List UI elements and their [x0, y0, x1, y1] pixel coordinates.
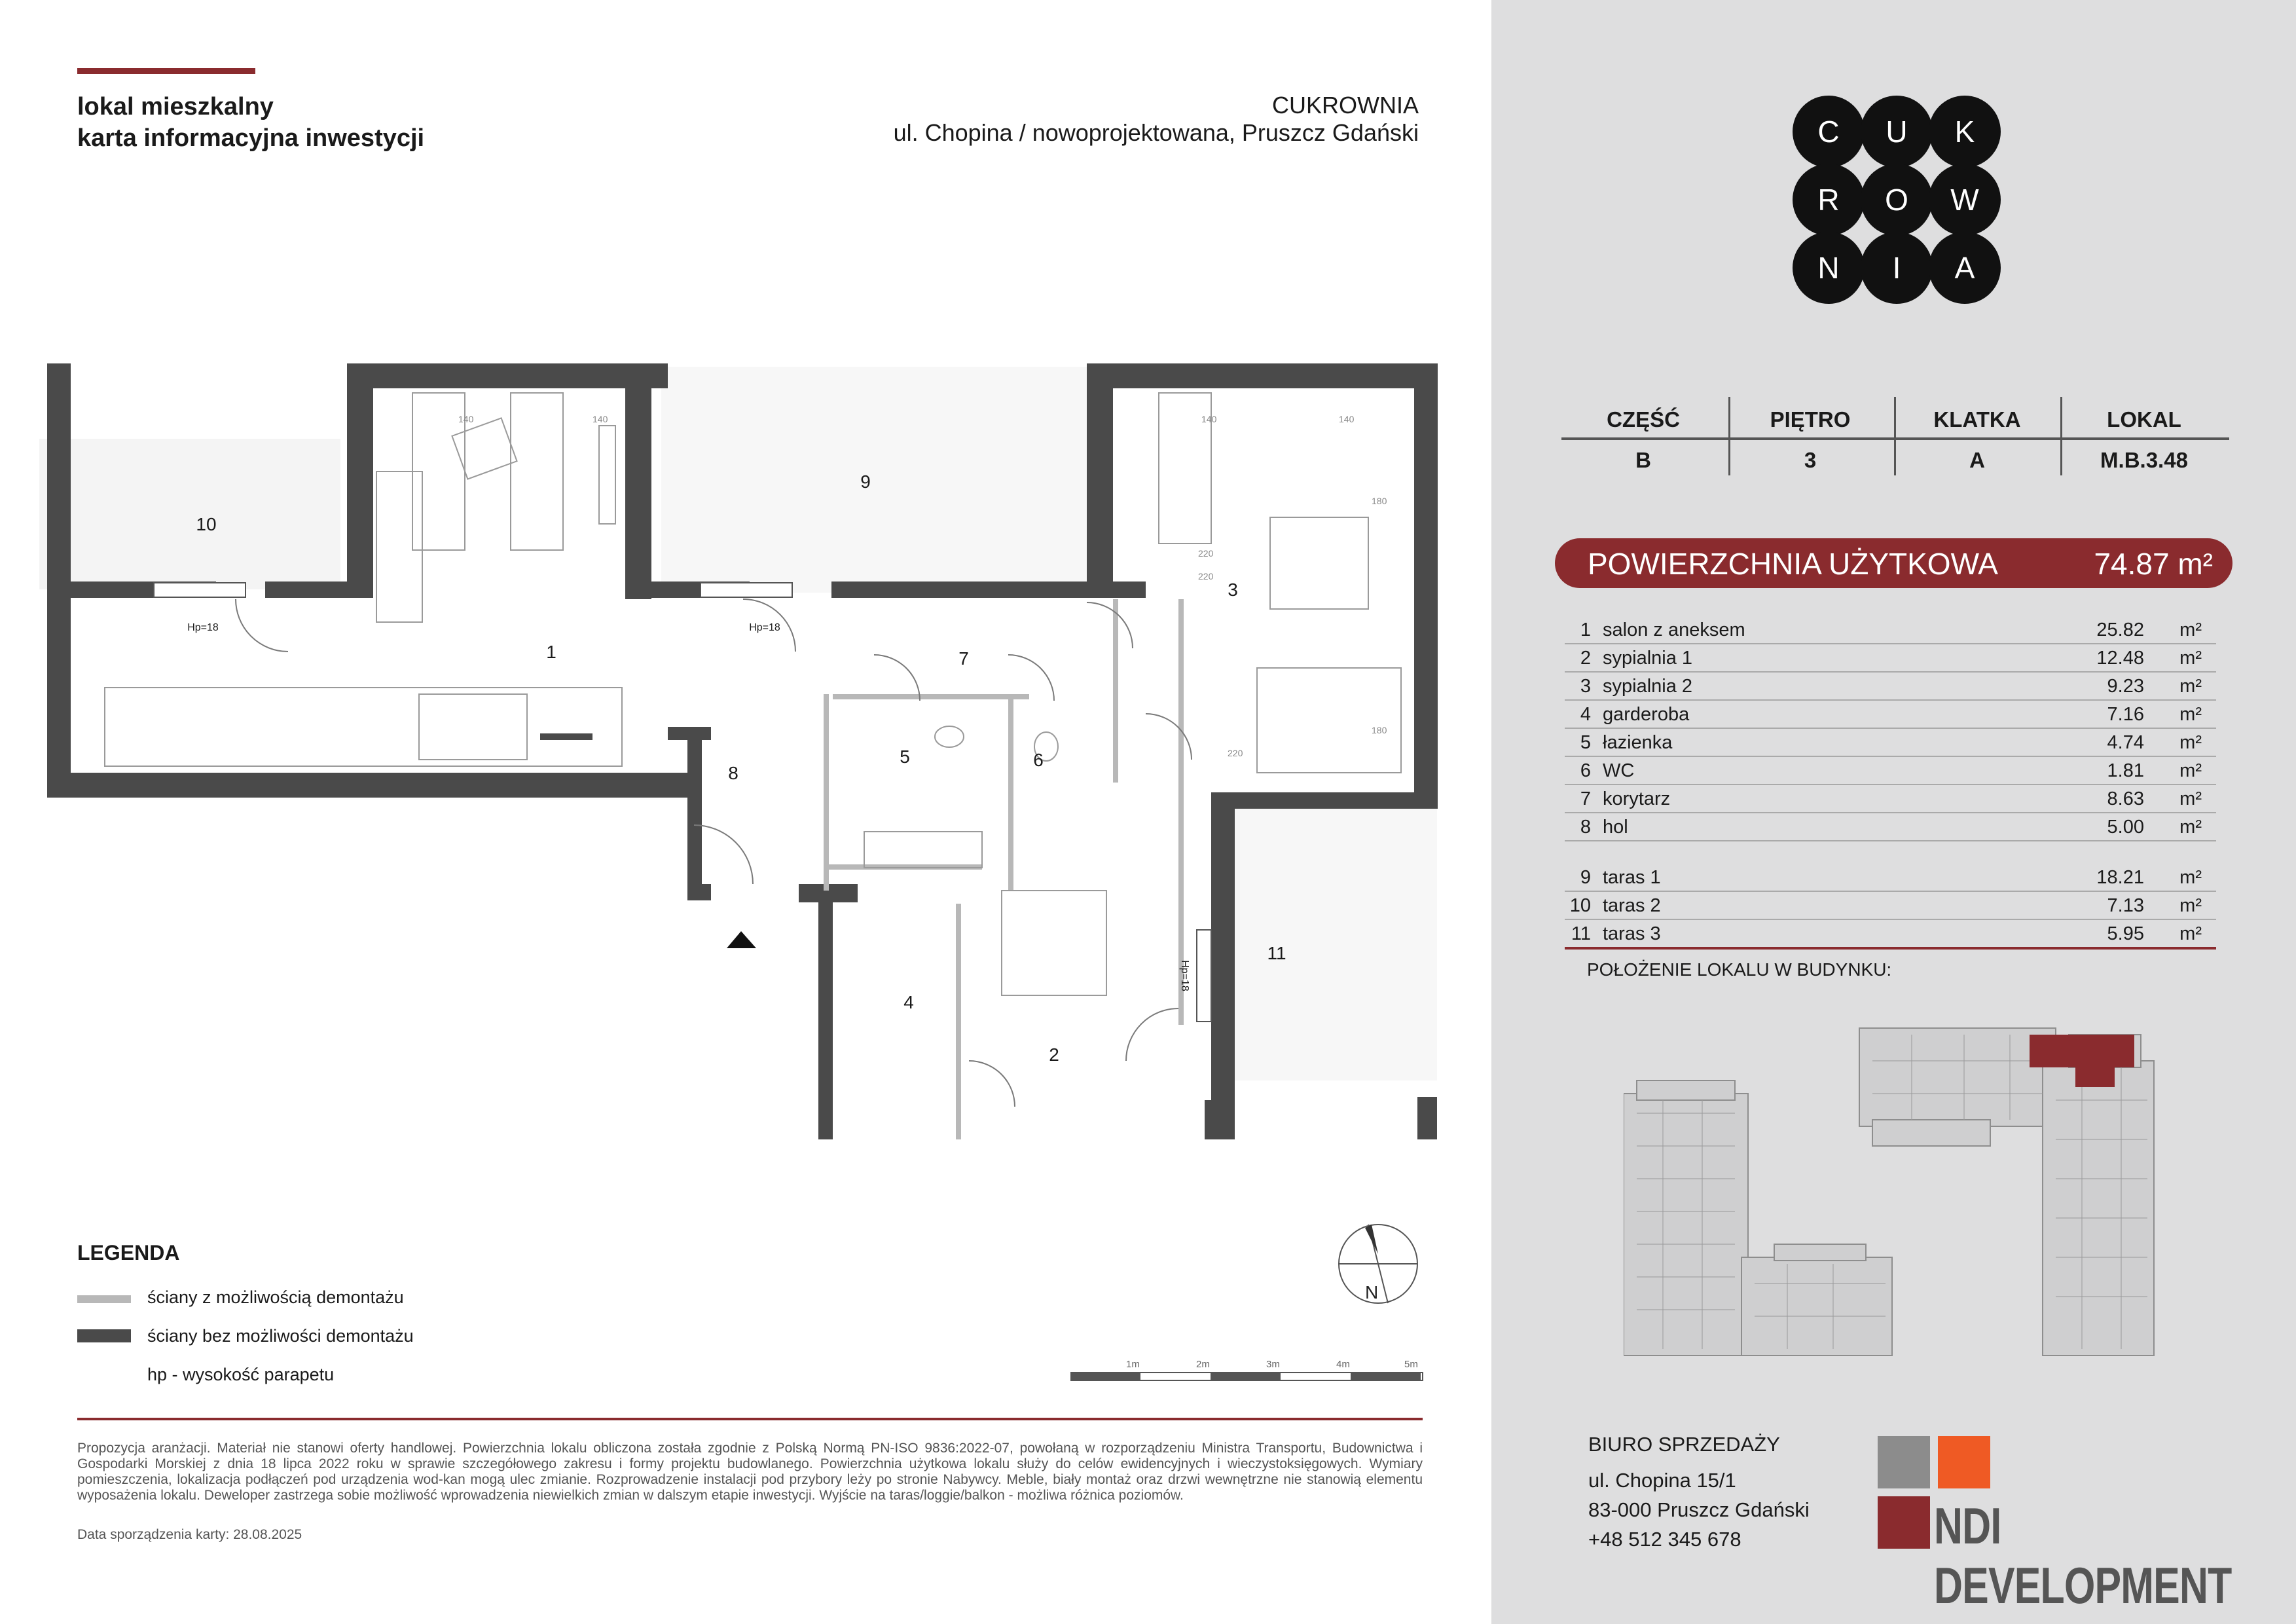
room-row-area: 7.16 [2107, 704, 2144, 725]
logo-letter: I [1861, 232, 1933, 304]
room-row-number: 7 [1580, 788, 1591, 809]
legend-label-removable-walls: ściany z możliwością demontażu [147, 1287, 404, 1307]
parapet-label-bedroom: Hp=18 [1179, 960, 1190, 991]
unit-table-header-part: CZĘŚĆ [1607, 407, 1680, 432]
windows [154, 583, 1211, 1022]
developer-name: NDI DEVELOPMENT [1934, 1497, 2232, 1614]
unit-table-header-floor: PIĘTRO [1770, 407, 1851, 432]
room-number-9: 9 [860, 471, 871, 492]
terrace-row-number: 11 [1571, 923, 1591, 944]
room-row-name: sypialnia 2 [1603, 676, 1693, 697]
room-row-name: WC [1603, 760, 1635, 781]
terrace-row-unit: m² [2179, 895, 2202, 916]
room-row-area: 5.00 [2107, 817, 2144, 838]
terrace-row-area: 18.21 [2096, 867, 2144, 888]
room-number-3: 3 [1228, 580, 1238, 600]
logo-letter: A [1929, 232, 2001, 304]
terrace-9-area [661, 367, 1087, 593]
terrace-row-area: 7.13 [2107, 895, 2144, 916]
dimension-label: 180 [1372, 725, 1387, 735]
scale-tick-label: 2m [1196, 1359, 1210, 1370]
logo-letter: R [1793, 164, 1865, 236]
room-row [1565, 784, 2216, 813]
room-row-unit: m² [2179, 648, 2202, 669]
compass [1332, 1215, 1424, 1320]
room-row [1565, 616, 2216, 644]
dimension-label: 220 [1228, 748, 1243, 758]
room-row [1565, 672, 2216, 701]
unit-table [1561, 397, 2229, 472]
room-number-8: 8 [728, 763, 738, 783]
terrace-row-name: taras 3 [1603, 923, 1661, 944]
room-row-unit: m² [2179, 619, 2202, 640]
room-number-4: 4 [903, 992, 914, 1012]
card-date: Data sporządzenia karty: 28.08.2025 [77, 1527, 302, 1542]
terrace-row [1565, 863, 2216, 892]
legend-swatch-fixed-walls [77, 1329, 131, 1342]
sales-office-title: BIURO SPRZEDAŻY [1588, 1433, 1780, 1456]
room-number-5: 5 [900, 747, 910, 767]
disclaimer-divider [77, 1418, 1423, 1420]
logo-letter: O [1861, 164, 1933, 236]
room-number-10: 10 [196, 514, 217, 534]
terrace-row-name: taras 2 [1603, 895, 1661, 916]
room-row-area: 12.48 [2096, 648, 2144, 669]
partition-walls [824, 599, 1184, 1139]
usable-area-value: 74.87 m² [2094, 547, 2213, 581]
unit-table-value-staircase: A [1969, 448, 1985, 472]
entrance-marker [727, 931, 756, 948]
room-row-number: 1 [1580, 619, 1591, 640]
room-row-name: sypialnia 1 [1603, 648, 1693, 669]
room-number-2: 2 [1049, 1044, 1059, 1065]
terrace-row [1565, 919, 2216, 950]
dimension-label: 180 [1372, 496, 1387, 506]
terrace-row-area: 5.95 [2107, 923, 2144, 944]
dimension-label: 140 [458, 414, 474, 424]
scale-bar [1070, 1360, 1421, 1386]
room-row-area: 4.74 [2107, 732, 2144, 753]
terrace-row [1565, 891, 2216, 920]
parapet-label-corridor: Hp=18 [749, 622, 780, 633]
dimension-label: 220 [1198, 571, 1214, 581]
room-row-number: 2 [1580, 648, 1591, 669]
room-row-unit: m² [2179, 704, 2202, 725]
unit-table-value-floor: 3 [1804, 448, 1817, 472]
room-row-number: 8 [1580, 817, 1591, 838]
legend-label-fixed-walls: ściany bez możliwości demontażu [147, 1326, 414, 1346]
logo-letter: C [1793, 96, 1865, 168]
terrace-10-area [39, 439, 340, 589]
room-number-11: 11 [1267, 943, 1286, 963]
room-number-7: 7 [958, 648, 969, 669]
room-row [1565, 728, 2216, 757]
room-row-number: 5 [1580, 732, 1591, 753]
unit-table-value-part: B [1635, 448, 1651, 472]
room-row-area: 8.63 [2107, 788, 2144, 809]
room-row-number: 6 [1580, 760, 1591, 781]
room-row-number: 3 [1580, 676, 1591, 697]
room-row-unit: m² [2179, 732, 2202, 753]
room-row-unit: m² [2179, 760, 2202, 781]
unit-table-header-unit: LOKAL [2107, 407, 2181, 432]
room-row-unit: m² [2179, 788, 2202, 809]
legend-title: LEGENDA [77, 1241, 180, 1264]
room-row [1565, 756, 2216, 785]
logo-square-orange [1938, 1436, 1990, 1488]
header-accent-bar [77, 68, 255, 74]
document-subtitle: karta informacyjna inwestycji [77, 124, 425, 152]
sales-office-street: ul. Chopina 15/1 [1588, 1469, 1736, 1492]
logo-square-grey [1878, 1436, 1930, 1488]
building-location-map [1624, 1022, 2174, 1362]
usable-area-label: POWIERZCHNIA UŻYTKOWA [1588, 547, 1998, 581]
unit-table-value-unit: M.B.3.48 [2100, 448, 2188, 472]
room-row [1565, 644, 2216, 673]
room-row-number: 4 [1580, 704, 1591, 725]
terrace-row-number: 9 [1580, 867, 1591, 888]
terrace-row-unit: m² [2179, 867, 2202, 888]
door-swings [236, 599, 1192, 1107]
terrace-row-unit: m² [2179, 923, 2202, 944]
legend-swatch-removable-walls [77, 1295, 131, 1303]
scale-tick-label: 4m [1336, 1359, 1350, 1370]
logo-square-red [1878, 1496, 1930, 1549]
logo-letter: U [1861, 96, 1933, 168]
dimension-label: 140 [592, 414, 608, 424]
scale-tick-label: 1m [1126, 1359, 1140, 1370]
scale-tick-label: 5m [1404, 1359, 1418, 1370]
location-title: POŁOŻENIE LOKALU W BUDYNKU: [1587, 959, 1892, 980]
room-row-area: 9.23 [2107, 676, 2144, 697]
dimension-label: 220 [1198, 548, 1214, 559]
investment-name: CUKROWNIA [1272, 92, 1419, 119]
terrace-row-name: taras 1 [1603, 867, 1661, 888]
dimension-label: 140 [1201, 414, 1217, 424]
room-row-name: korytarz [1603, 788, 1671, 809]
room-row-name: hol [1603, 817, 1628, 838]
room-row-unit: m² [2179, 817, 2202, 838]
unit-table-header-staircase: KLATKA [1933, 407, 2021, 432]
room-row-unit: m² [2179, 676, 2202, 697]
cukrownia-logo [1793, 96, 2022, 304]
floor-plan [39, 354, 1440, 1139]
disclaimer-text: Propozycja aranżacji. Materiał nie stanowi oferty handlowej. Powierzchnia lokalu obliczona została zgodnie z Polską Normą PN-ISO 9836:2022-07, powołaną w rozporządzeniu Ministra Transportu, Budownictwa i Gospodarki Morskiej z dnia 18 lipca 2022 roku w sprawie szczegółowego zakresu i formy projektu budowlanego. Powierzchnia użytkowa lokalu służy do celów ewidencyjnych i wieczystoksięgowych. Wymiary pomieszczenia, lokalizacja podłączeń pod urządzenia wod-kan mogą ulec zmianie. Rozprowadzenie instalacji pod przybory leży po stronie Nabywcy. Meble, biały montaż oraz drzwi wewnętrzne nie stanowią elementu wyposażenia lokalu. Deweloper zastrzega sobie możliwość wprowadzenia niewielkich zmian w dalszym etapie inwestycji. Wyjście na taras/loggie/balkon - możliwa różnica poziomów. [77, 1441, 1423, 1503]
room-row [1565, 813, 2216, 841]
compass-north-label: N [1365, 1282, 1379, 1302]
room-row-name: salon z aneksem [1603, 619, 1745, 640]
logo-letter: K [1929, 96, 2001, 168]
room-row-name: garderoba [1603, 704, 1690, 725]
sales-office-city: 83-000 Pruszcz Gdański [1588, 1498, 1810, 1521]
document-type-title: lokal mieszkalny [77, 93, 274, 120]
legend-label-parapet: hp - wysokość parapetu [147, 1365, 335, 1384]
parapet-label-living: Hp=18 [187, 622, 219, 633]
room-row [1565, 700, 2216, 729]
sales-office-phone: +48 512 345 678 [1588, 1528, 1741, 1551]
dimension-label: 140 [1339, 414, 1355, 424]
room-row-area: 25.82 [2096, 619, 2144, 640]
ndi-development-logo [1878, 1436, 2232, 1614]
terrace-row-number: 10 [1569, 895, 1591, 916]
usable-area-banner [1555, 538, 2232, 588]
room-row-name: łazienka [1603, 732, 1673, 753]
investment-address: ul. Chopina / nowoprojektowana, Pruszcz Gdański [893, 119, 1419, 146]
terrace-11-area [1224, 792, 1437, 1080]
logo-letter: N [1793, 232, 1865, 304]
scale-tick-label: 3m [1266, 1359, 1280, 1370]
room-number-6: 6 [1033, 750, 1044, 770]
room-row-area: 1.81 [2107, 760, 2144, 781]
room-number-1: 1 [546, 642, 556, 662]
logo-letter: W [1929, 164, 2001, 236]
